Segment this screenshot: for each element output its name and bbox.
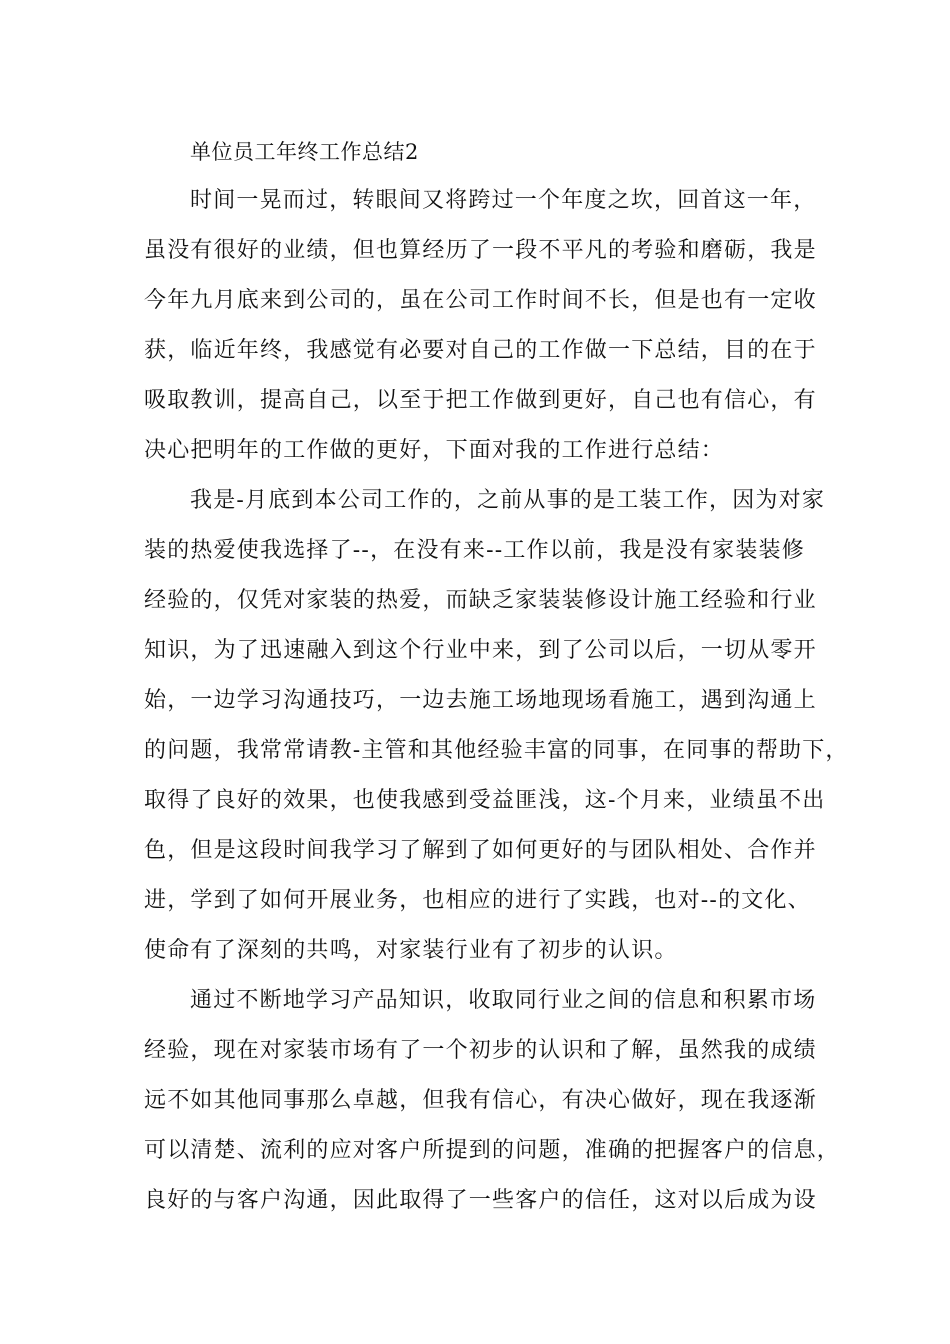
paragraph-2-line-2: 装的热爱使我选择了--，在没有来--工作以前，我是没有家装装修 xyxy=(144,538,805,563)
paragraph-2-line-7: 取得了良好的效果，也使我感到受益匪浅，这-个月来，业绩虽不出 xyxy=(144,788,826,813)
paragraph-2-line-8: 色，但是这段时间我学习了解到了如何更好的与团队相处、合作并 xyxy=(144,838,817,863)
paragraph-3-line-5: 良好的与客户沟通，因此取得了一些客户的信任，这对以后成为设 xyxy=(144,1188,817,1213)
paragraph-3-line-2: 经验，现在对家装市场有了一个初步的认识和了解，虽然我的成绩 xyxy=(144,1038,817,1063)
paragraph-2-line-4: 知识，为了迅速融入到这个行业中来，到了公司以后，一切从零开 xyxy=(144,638,817,663)
paragraph-2-line-6: 的问题，我常常请教-主管和其他经验丰富的同事，在同事的帮助下， xyxy=(144,738,849,763)
paragraph-2-line-1: 我是-月底到本公司工作的，之前从事的是工装工作，因为对家 xyxy=(190,488,826,513)
paragraph-3-line-3: 远不如其他同事那么卓越，但我有信心，有决心做好，现在我逐渐 xyxy=(144,1088,817,1113)
paragraph-1-line-1: 时间一晃而过，转眼间又将跨过一个年度之坎，回首这一年， xyxy=(190,188,817,213)
paragraph-1-line-5: 吸取教训，提高自己，以至于把工作做到更好，自己也有信心，有 xyxy=(144,388,817,413)
paragraph-2-line-3: 经验的，仅凭对家装的热爱，而缺乏家装装修设计施工经验和行业 xyxy=(144,588,817,613)
paragraph-1-line-3: 今年九月底来到公司的，虽在公司工作时间不长，但是也有一定收 xyxy=(144,288,817,313)
paragraph-1-line-6: 决心把明年的工作做的更好，下面对我的工作进行总结： xyxy=(144,438,725,463)
paragraph-2-line-9: 进，学到了如何开展业务，也相应的进行了实践，也对--的文化、 xyxy=(144,888,811,913)
paragraph-3-line-4: 可以清楚、流利的应对客户所提到的问题，准确的把握客户的信息， xyxy=(144,1138,841,1163)
paragraph-2-line-10: 使命有了深刻的共鸣，对家装行业有了初步的认识。 xyxy=(144,938,678,963)
paragraph-3-line-1: 通过不断地学习产品知识，收取同行业之间的信息和积累市场 xyxy=(190,988,817,1013)
paragraph-1-line-4: 获，临近年终，我感觉有必要对自己的工作做一下总结，目的在于 xyxy=(144,338,817,363)
paragraph-2-line-5: 始，一边学习沟通技巧，一边去施工场地现场看施工，遇到沟通上 xyxy=(144,688,817,713)
paragraph-1-line-2: 虽没有很好的业绩，但也算经历了一段不平凡的考验和磨砺，我是 xyxy=(144,238,817,263)
document-title: 单位员工年终工作总结2 xyxy=(190,140,419,164)
